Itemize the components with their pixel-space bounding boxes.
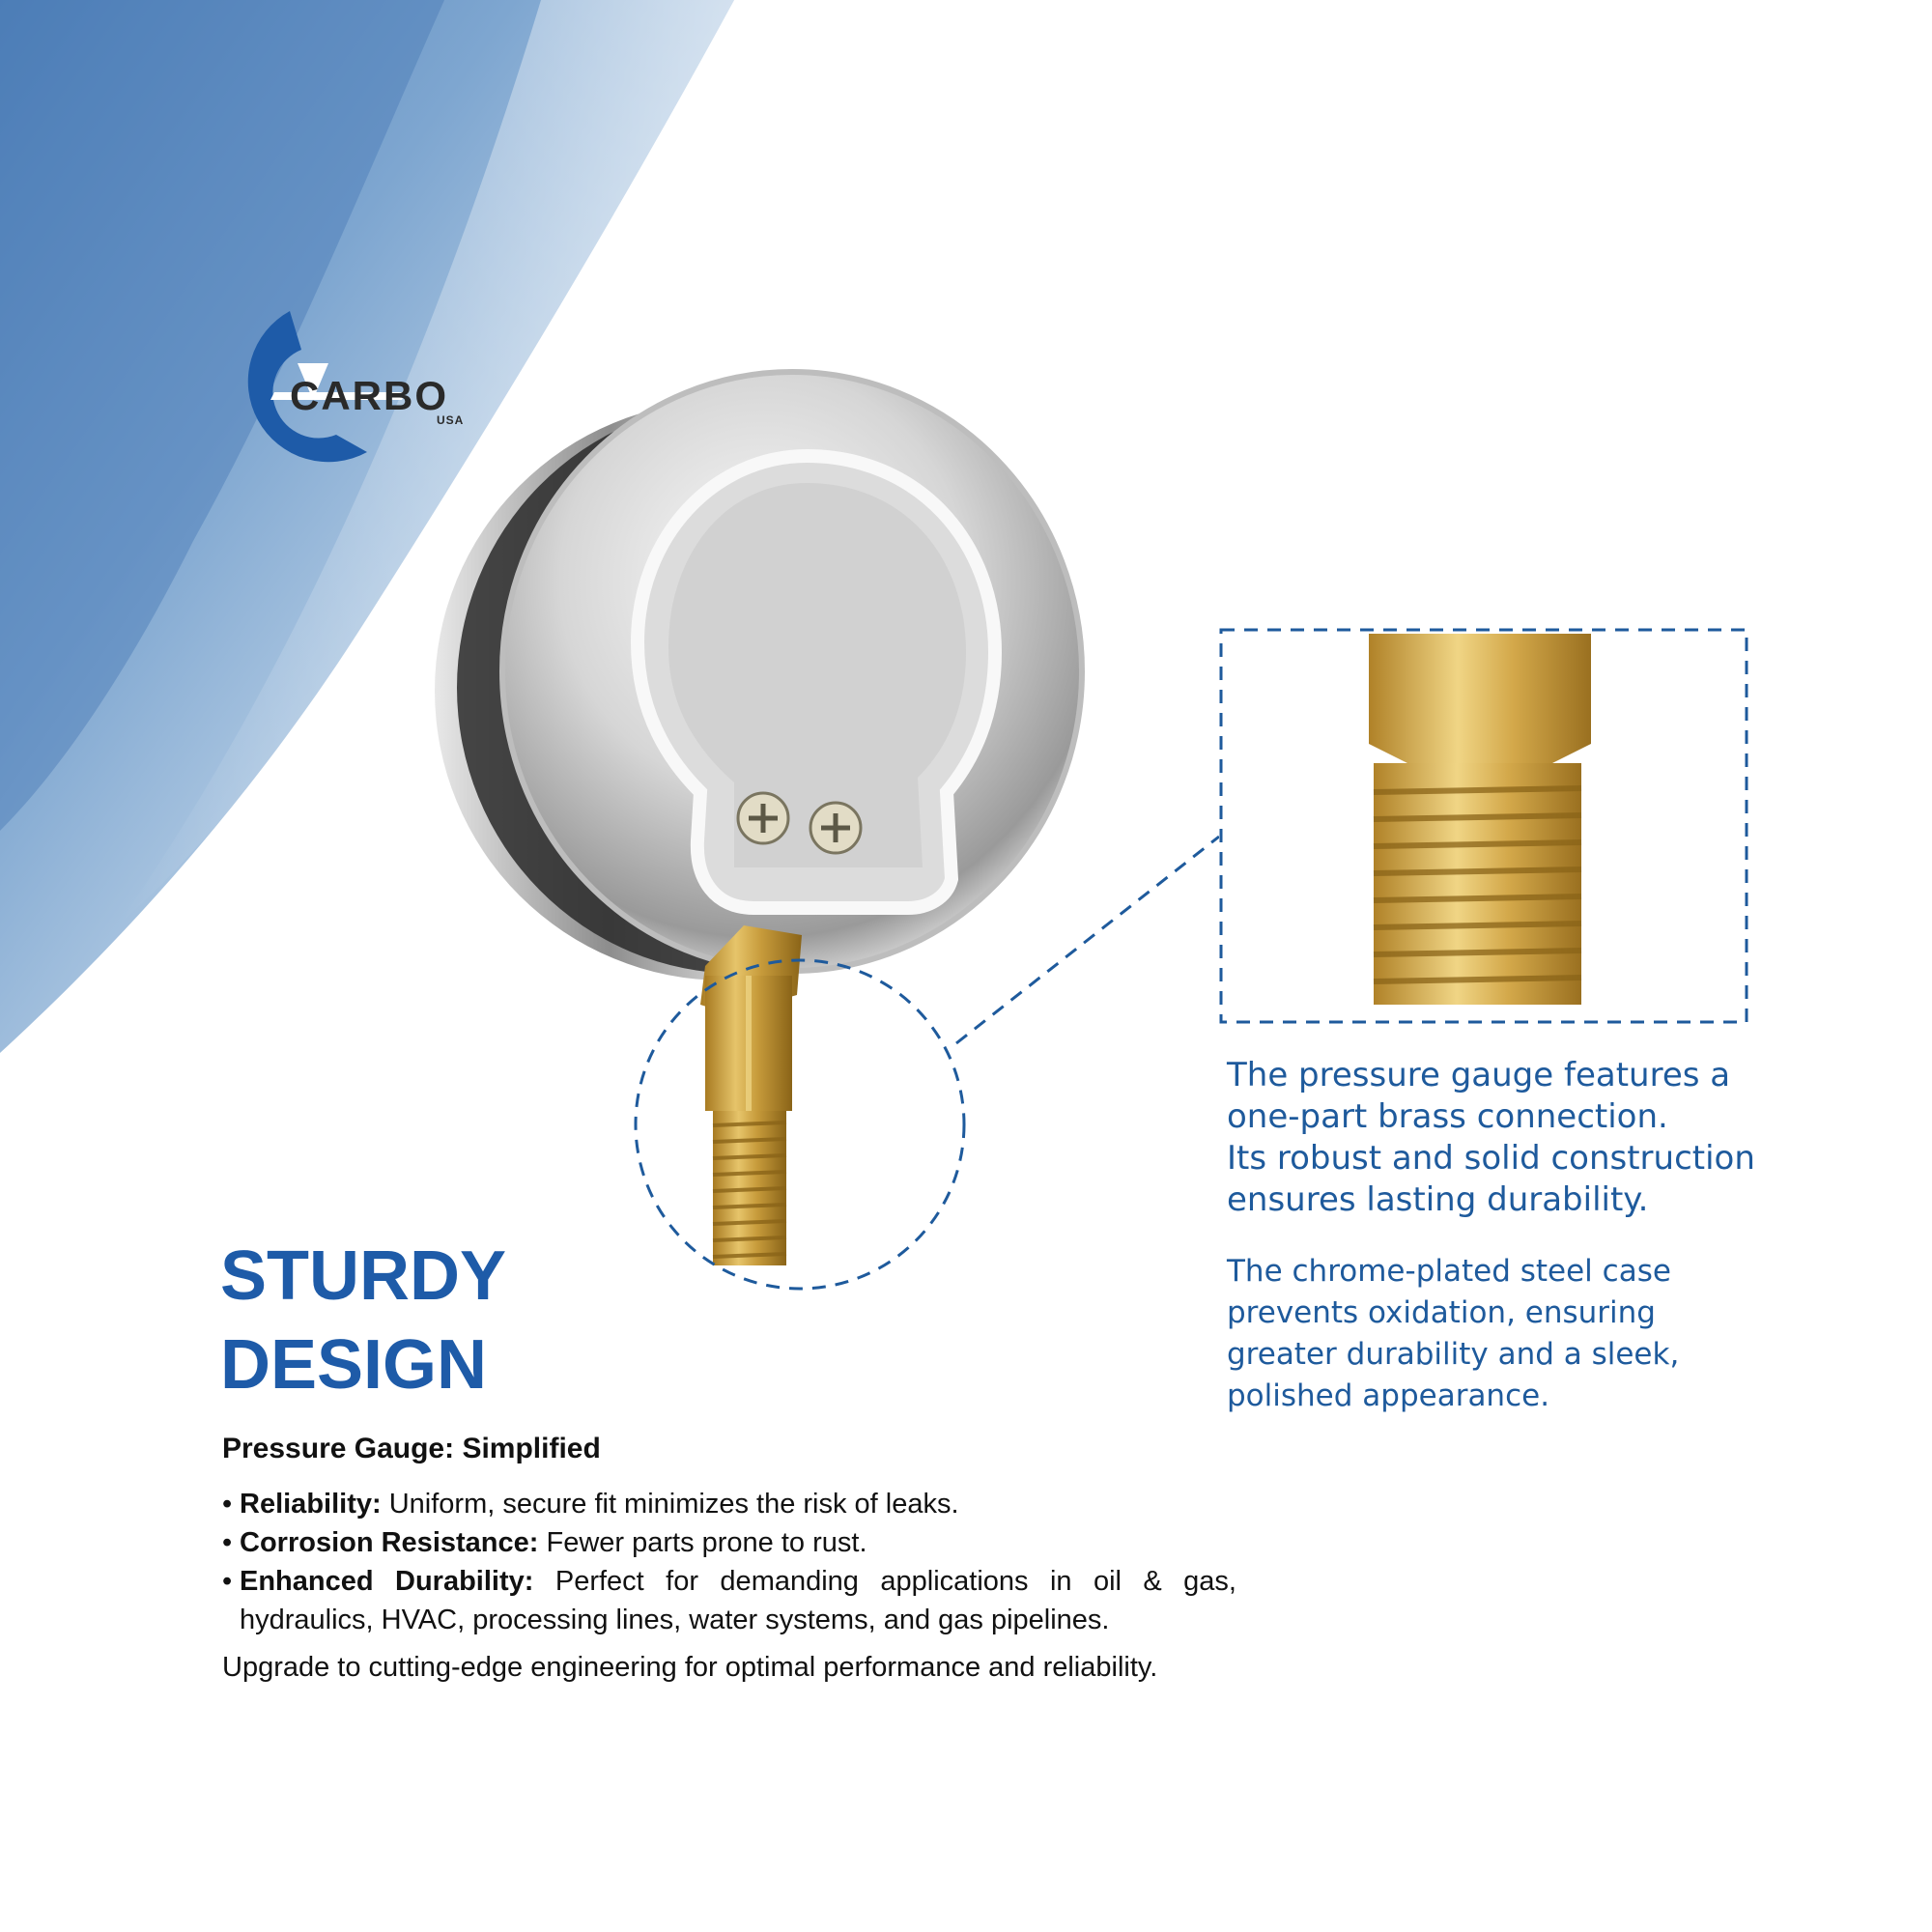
feature-item xyxy=(222,1523,1236,1562)
feature-label: Corrosion Resistance: xyxy=(240,1527,539,1558)
feature-text: Perfect for demanding applications in oil & gas, hydraulics, HVAC, processing lines, water systems, and gas pipelines. xyxy=(240,1566,1236,1635)
side-p2-line: The chrome-plated steel case xyxy=(1227,1254,1671,1289)
logo-wordmark: CARBO xyxy=(290,373,448,418)
side-p1-line: Its robust and solid construction xyxy=(1227,1139,1755,1178)
feature-label: Enhanced Durability: xyxy=(240,1566,534,1597)
connection-description xyxy=(1227,1055,1787,1221)
brass-connector-closeup xyxy=(1219,628,1748,1024)
feature-item xyxy=(222,1485,1236,1523)
side-p2-line: greater durability and a sleek, xyxy=(1227,1337,1680,1372)
side-p2-line: polished appearance. xyxy=(1227,1378,1550,1413)
feature-label: Reliability: xyxy=(240,1489,382,1520)
side-p1-line: one-part brass connection. xyxy=(1227,1097,1668,1136)
side-p1-line: ensures lasting durability. xyxy=(1227,1180,1649,1219)
feature-list xyxy=(222,1485,1236,1639)
feature-text: Uniform, secure fit minimizes the risk of leaks. xyxy=(381,1489,959,1520)
closing-statement: Upgrade to cutting-edge engineering for optimal performance and reliability. xyxy=(222,1652,1158,1683)
page-heading xyxy=(220,1232,506,1409)
feature-text: Fewer parts prone to rust. xyxy=(538,1527,867,1558)
logo-subtext: USA xyxy=(437,413,465,427)
subheading: Pressure Gauge: Simplified xyxy=(222,1433,601,1464)
pressure-gauge-back-icon xyxy=(406,338,1179,1304)
side-p1-line: The pressure gauge features a xyxy=(1227,1056,1731,1094)
side-p2-line: prevents oxidation, ensuring xyxy=(1227,1295,1656,1330)
heading-line-2: DESIGN xyxy=(220,1326,488,1404)
case-description xyxy=(1227,1251,1787,1417)
feature-item xyxy=(222,1562,1236,1639)
heading-line-1: STURDY xyxy=(220,1237,507,1315)
